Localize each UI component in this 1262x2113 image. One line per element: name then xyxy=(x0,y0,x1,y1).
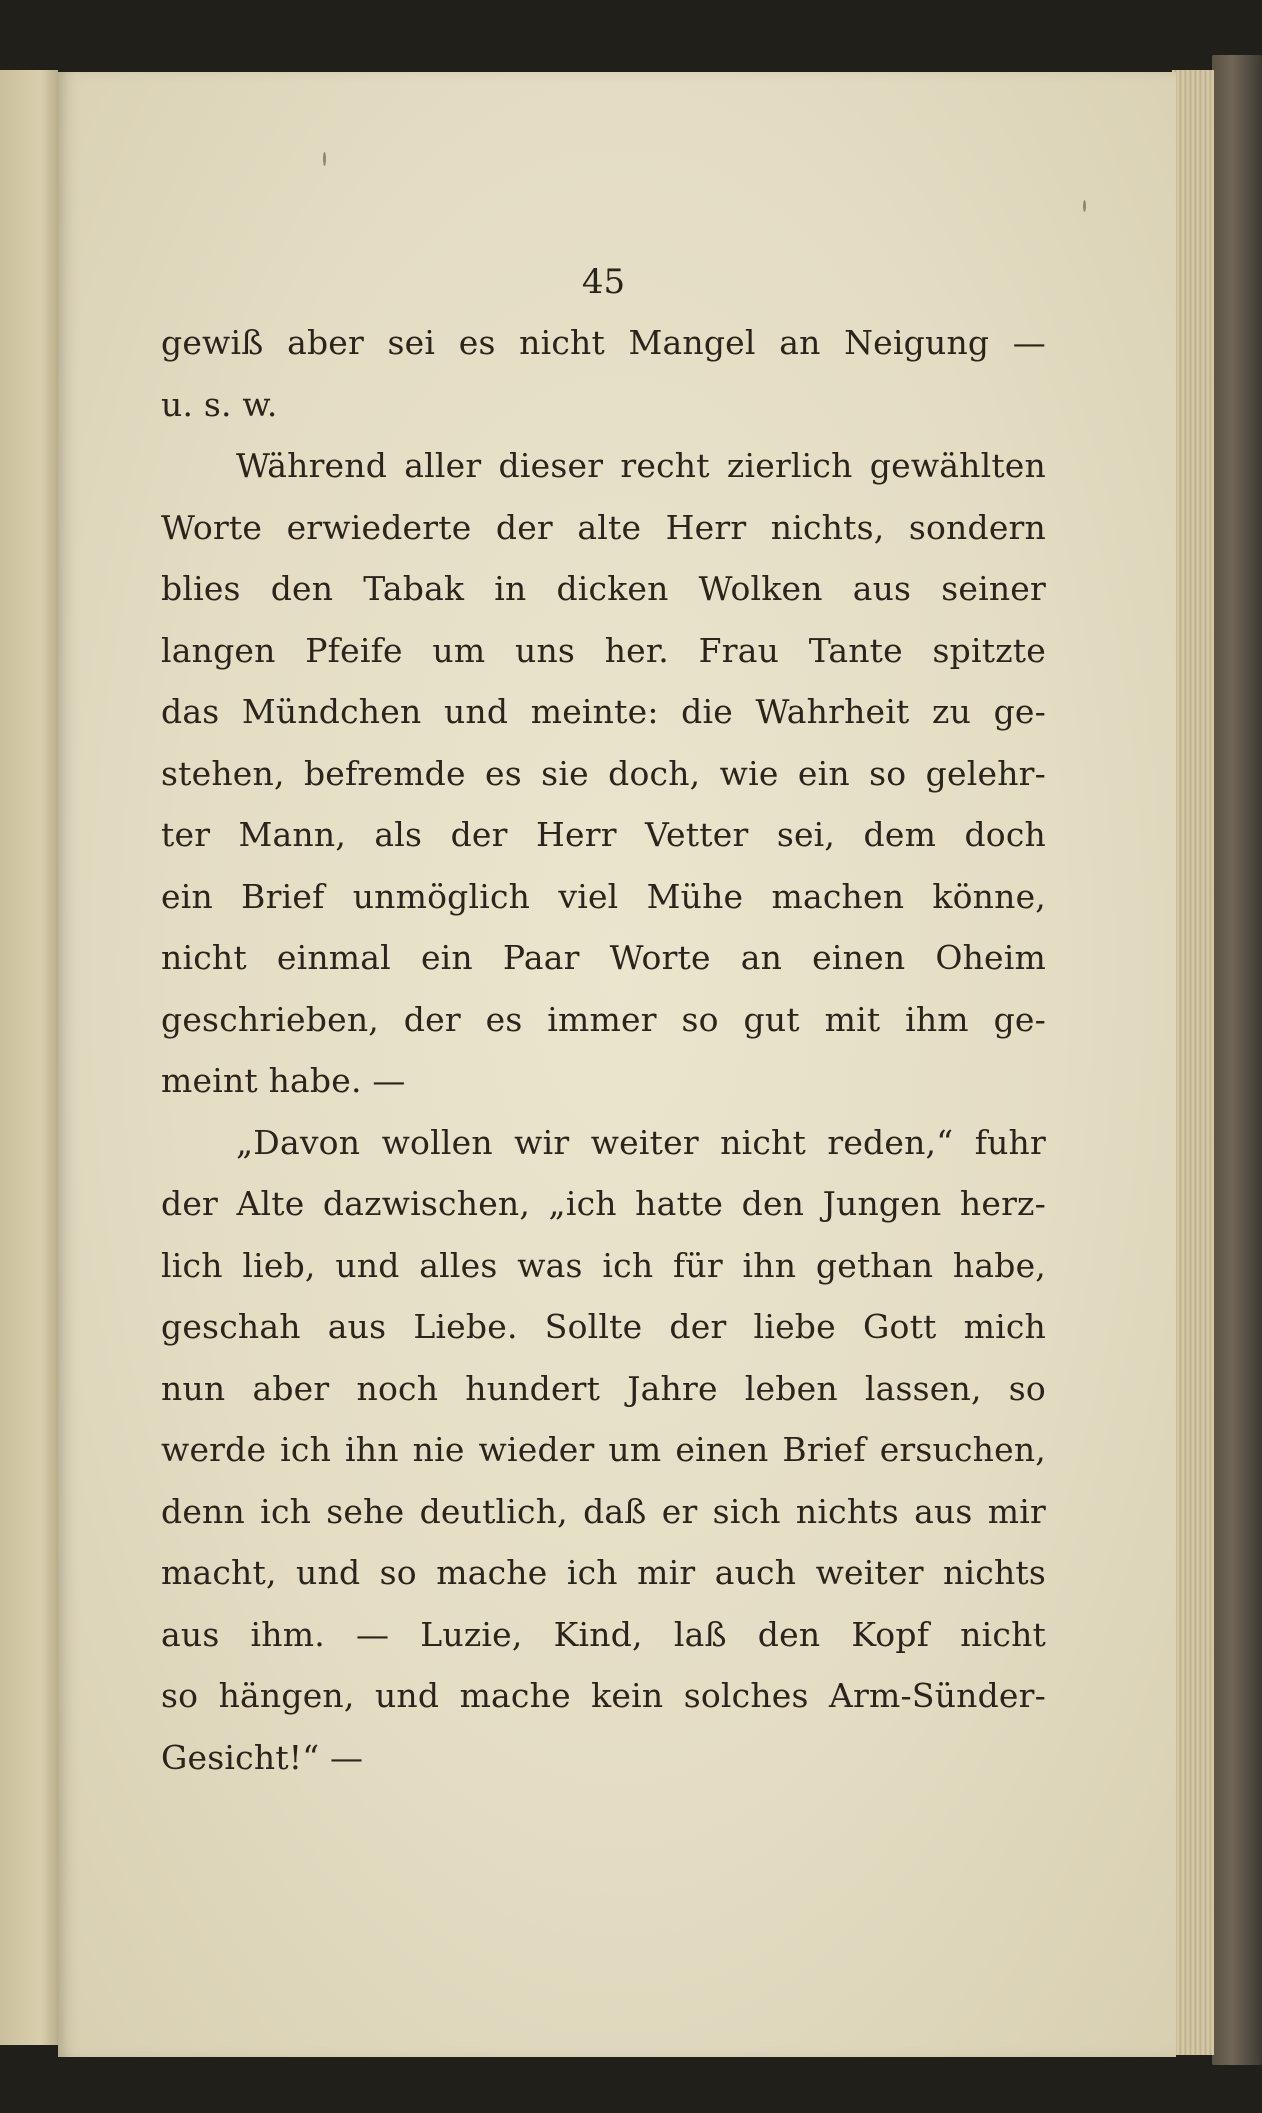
body-text xyxy=(161,312,1046,1788)
text-line: das Mündchen und meinte: die Wahrheit zu ge- xyxy=(161,692,1046,731)
text-line: lich lieb, und alles was ich für ihn gethan habe, xyxy=(161,1245,1046,1285)
previous-page-edge xyxy=(0,70,58,2045)
text-line: blies den Tabak in dicken Wolken aus seiner xyxy=(161,569,1046,608)
text-line: geschah aus Liebe. Sollte der liebe Gott mich xyxy=(161,1307,1046,1346)
text-line: gewiß aber sei es nicht Mangel an Neigung — xyxy=(161,323,1046,362)
text-line: nun aber noch hundert Jahre leben lassen, so xyxy=(161,1368,1046,1408)
page-stack-edge xyxy=(1172,70,1214,2055)
text-line: ein Brief unmöglich viel Mühe machen könne, xyxy=(161,876,1046,916)
book-page xyxy=(58,72,1176,2057)
page-number: 45 xyxy=(581,262,626,302)
text-line: meint habe. — xyxy=(161,1061,406,1100)
text-line: geschrieben, der es immer so gut mit ihm ge- xyxy=(161,999,1046,1039)
text-line: der Alte dazwischen, „ich hatte den Jungen herz- xyxy=(161,1184,1046,1223)
text-line: werde ich ihn nie wieder um einen Brief ersuchen, xyxy=(161,1430,1046,1469)
text-line: Während aller dieser recht zierlich gewählten xyxy=(236,446,1046,485)
text-line: ter Mann, als der Herr Vetter sei, dem doch xyxy=(161,815,1046,854)
text-line: macht, und so mache ich mir auch weiter nichts xyxy=(161,1553,1046,1592)
text-line: aus ihm. — Luzie, Kind, laß den Kopf nicht xyxy=(161,1614,1046,1654)
text-line: u. s. w. xyxy=(161,384,278,424)
text-line: Gesicht!“ — xyxy=(161,1737,364,1777)
text-line: nicht einmal ein Paar Worte an einen Oheim xyxy=(161,938,1046,977)
paper-speck xyxy=(323,152,326,166)
text-line: Worte erwiederte der alte Herr nichts, sondern xyxy=(161,507,1046,547)
text-line: so hängen, und mache kein solches Arm-Sünder- xyxy=(161,1676,1046,1715)
text-line: langen Pfeife um uns her. Frau Tante spitzte xyxy=(161,630,1046,670)
paper-speck xyxy=(1083,200,1086,212)
text-line: „Davon wollen wir weiter nicht reden,“ fuhr xyxy=(236,1122,1046,1162)
text-line: stehen, befremde es sie doch, wie ein so gelehr- xyxy=(161,753,1046,793)
book-cover-edge xyxy=(1212,55,1262,2065)
text-line: denn ich sehe deutlich, daß er sich nichts aus mir xyxy=(161,1491,1046,1531)
